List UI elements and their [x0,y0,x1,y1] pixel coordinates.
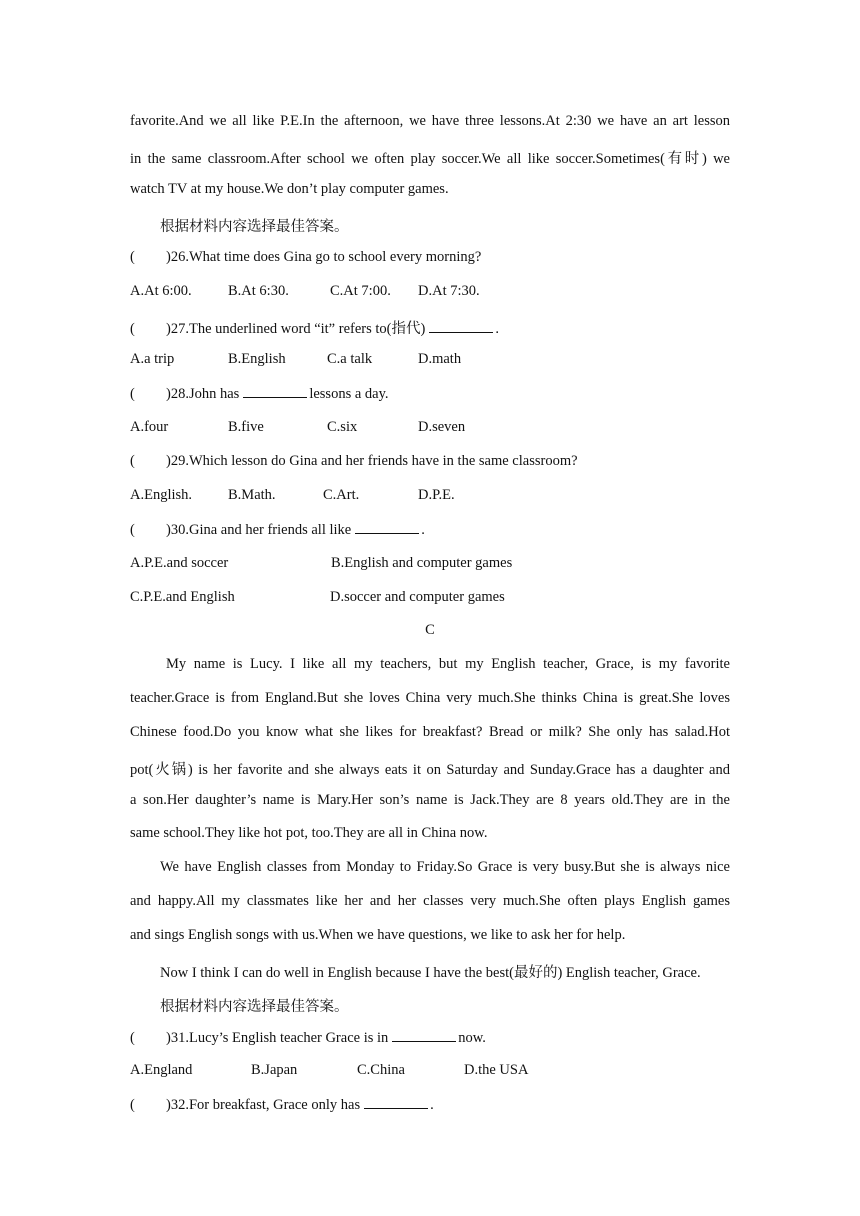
option-c: C.a talk [327,351,373,367]
answer-blank[interactable] [392,1029,456,1042]
option-a: A.At 6:00. [130,283,192,299]
option-b: B.At 6:30. [228,283,289,299]
question-30: ( )30.Gina and her friends all like . [130,522,425,538]
passage-line: Chinese food.Do you know what she likes for breakfast? Bread or milk? She only has salad.Hot [130,724,730,740]
option-b: B.English [228,351,286,367]
passage-line: in the same classroom.After school we often play soccer.We all like soccer.Sometimes(有时) we [130,151,730,167]
option-c: C.At 7:00. [330,283,391,299]
option-b: B.Japan [251,1062,298,1078]
option-a: A.English. [130,487,193,503]
option-c: C.China [357,1062,405,1078]
answer-blank[interactable] [355,521,419,534]
question-28: ( )28.John has lessons a day. [130,386,389,402]
question-29: ( )29.Which lesson do Gina and her friends have in the same classroom? [130,453,578,469]
question-32: ( )32.For breakfast, Grace only has . [130,1097,434,1113]
passage-line: Now I think I can do well in English because I have the best(最好的) English teacher, Grace. [160,965,701,981]
option-d: D.At 7:30. [418,283,480,299]
answer-paren[interactable]: ( [130,1097,135,1113]
passage-line: watch TV at my house.We don’t play computer games. [130,181,449,197]
passage-line: pot(火锅) is her favorite and she always eats it on Saturday and Sunday.Grace has a daughter and [130,762,730,778]
option-b: B.English and computer games [331,555,513,571]
option-c: C.six [327,419,358,435]
answer-blank[interactable] [364,1096,428,1109]
question-31: ( )31.Lucy’s English teacher Grace is in now. [130,1030,486,1046]
instruction: 根据材料内容选择最佳答案。 [160,999,349,1015]
passage-line: and sings English songs with us.When we have questions, we like to ask her for help. [130,927,626,943]
answer-paren[interactable]: ( [130,321,135,337]
answer-paren[interactable]: ( [130,249,135,265]
option-a: A.P.E.and soccer [130,555,229,571]
option-d: D.seven [418,419,466,435]
answer-blank[interactable] [243,385,307,398]
option-d: D.soccer and computer games [330,589,505,605]
passage-line: My name is Lucy. I like all my teachers, but my English teacher, Grace, is my favorite [166,656,730,672]
passage-line: a son.Her daughter’s name is Mary.Her son’s name is Jack.They are 8 years old.They are in the [130,792,730,808]
passage-line: We have English classes from Monday to Friday.So Grace is very busy.But she is always nice [160,859,730,875]
question-27: ( )27.The underlined word “it” refers to(指代) . [130,321,499,337]
answer-blank[interactable] [429,320,493,333]
question-26: ( )26.What time does Gina go to school every morning? [130,249,482,265]
answer-paren[interactable]: ( [130,1030,135,1046]
option-a: A.four [130,419,169,435]
option-a: A.a trip [130,351,175,367]
answer-paren[interactable]: ( [130,522,135,538]
section-heading: C [425,622,435,638]
passage-line: and happy.All my classmates like her and her classes very much.She often plays English games [130,893,730,909]
passage-line: favorite.And we all like P.E.In the afternoon, we have three lessons.At 2:30 we have an art lesson [130,113,730,129]
option-d: D.math [418,351,462,367]
answer-paren[interactable]: ( [130,386,135,402]
option-a: A.England [130,1062,193,1078]
option-d: D.P.E. [418,487,455,503]
option-d: D.the USA [464,1062,529,1078]
instruction: 根据材料内容选择最佳答案。 [160,219,349,235]
answer-paren[interactable]: ( [130,453,135,469]
passage-line: teacher.Grace is from England.But she loves China very much.She thinks China is great.She loves [130,690,730,706]
option-c: C.Art. [323,487,360,503]
option-b: B.Math. [228,487,276,503]
passage-line: same school.They like hot pot, too.They are all in China now. [130,825,488,841]
option-b: B.five [228,419,264,435]
option-c: C.P.E.and English [130,589,235,605]
